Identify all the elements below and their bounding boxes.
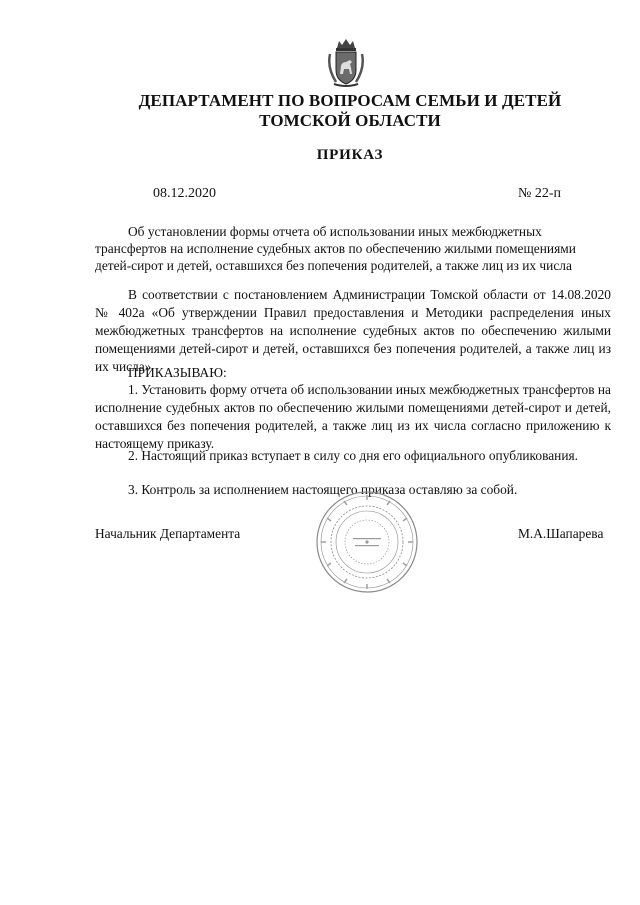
signatory-position: Начальник Департамента (95, 526, 241, 541)
preamble-text: В соответствии с постановлением Администрации Томской области от 14.08.2020 № 402а «Об утверждении Правил предоставления и Методики распределения иных межбюджетных трансфертов на исполнение судебных актов по обеспечению жилыми помещениями детей-сирот и детей, оставшихся без попечения родителей, а также лиц из их числа» (95, 287, 611, 374)
order-date: 08.12.2020 (153, 186, 216, 201)
official-seal-icon (315, 490, 419, 594)
organization-name-line1: ДЕПАРТАМЕНТ ПО ВОПРОСАМ СЕМЬИ И ДЕТЕЙ (138, 91, 562, 110)
order-item-1 (95, 381, 611, 453)
order-item-2-text: 2. Настоящий приказ вступает в силу со дня его официального опубликования. (128, 448, 578, 463)
coat-of-arms-icon (326, 38, 366, 88)
order-item-3-text: 3. Контроль за исполнением настоящего приказа оставляю за собой. (128, 482, 518, 497)
order-item-2 (95, 447, 611, 465)
order-number: № 22-п (518, 186, 562, 201)
signatory-name: М.А.Шапарева (518, 526, 604, 541)
order-subject (95, 223, 611, 274)
organization-name-line2: ТОМСКОЙ ОБЛАСТИ (259, 111, 441, 130)
order-item-1-text: 1. Установить форму отчета об использовании иных межбюджетных трансфертов на исполнение судебных актов по обеспечению жилыми помещениями детей-сирот и детей, оставшихся без попечения родителей, а также лиц из их числа согласно приложению к настоящему приказу. (95, 382, 611, 451)
decree-word-text: ПРИКАЗЫВАЮ: (128, 365, 227, 380)
document-type-heading: ПРИКАЗ (316, 147, 384, 163)
preamble-paragraph (95, 286, 611, 376)
decree-word (95, 364, 227, 382)
order-subject-text: Об установлении формы отчета об использовании иных межбюджетных трансфертов на исполнение судебных актов по обеспечению жилыми помещениями детей-сирот и детей, оставшихся без попечения родителей, а также лиц из их числа (95, 224, 576, 273)
